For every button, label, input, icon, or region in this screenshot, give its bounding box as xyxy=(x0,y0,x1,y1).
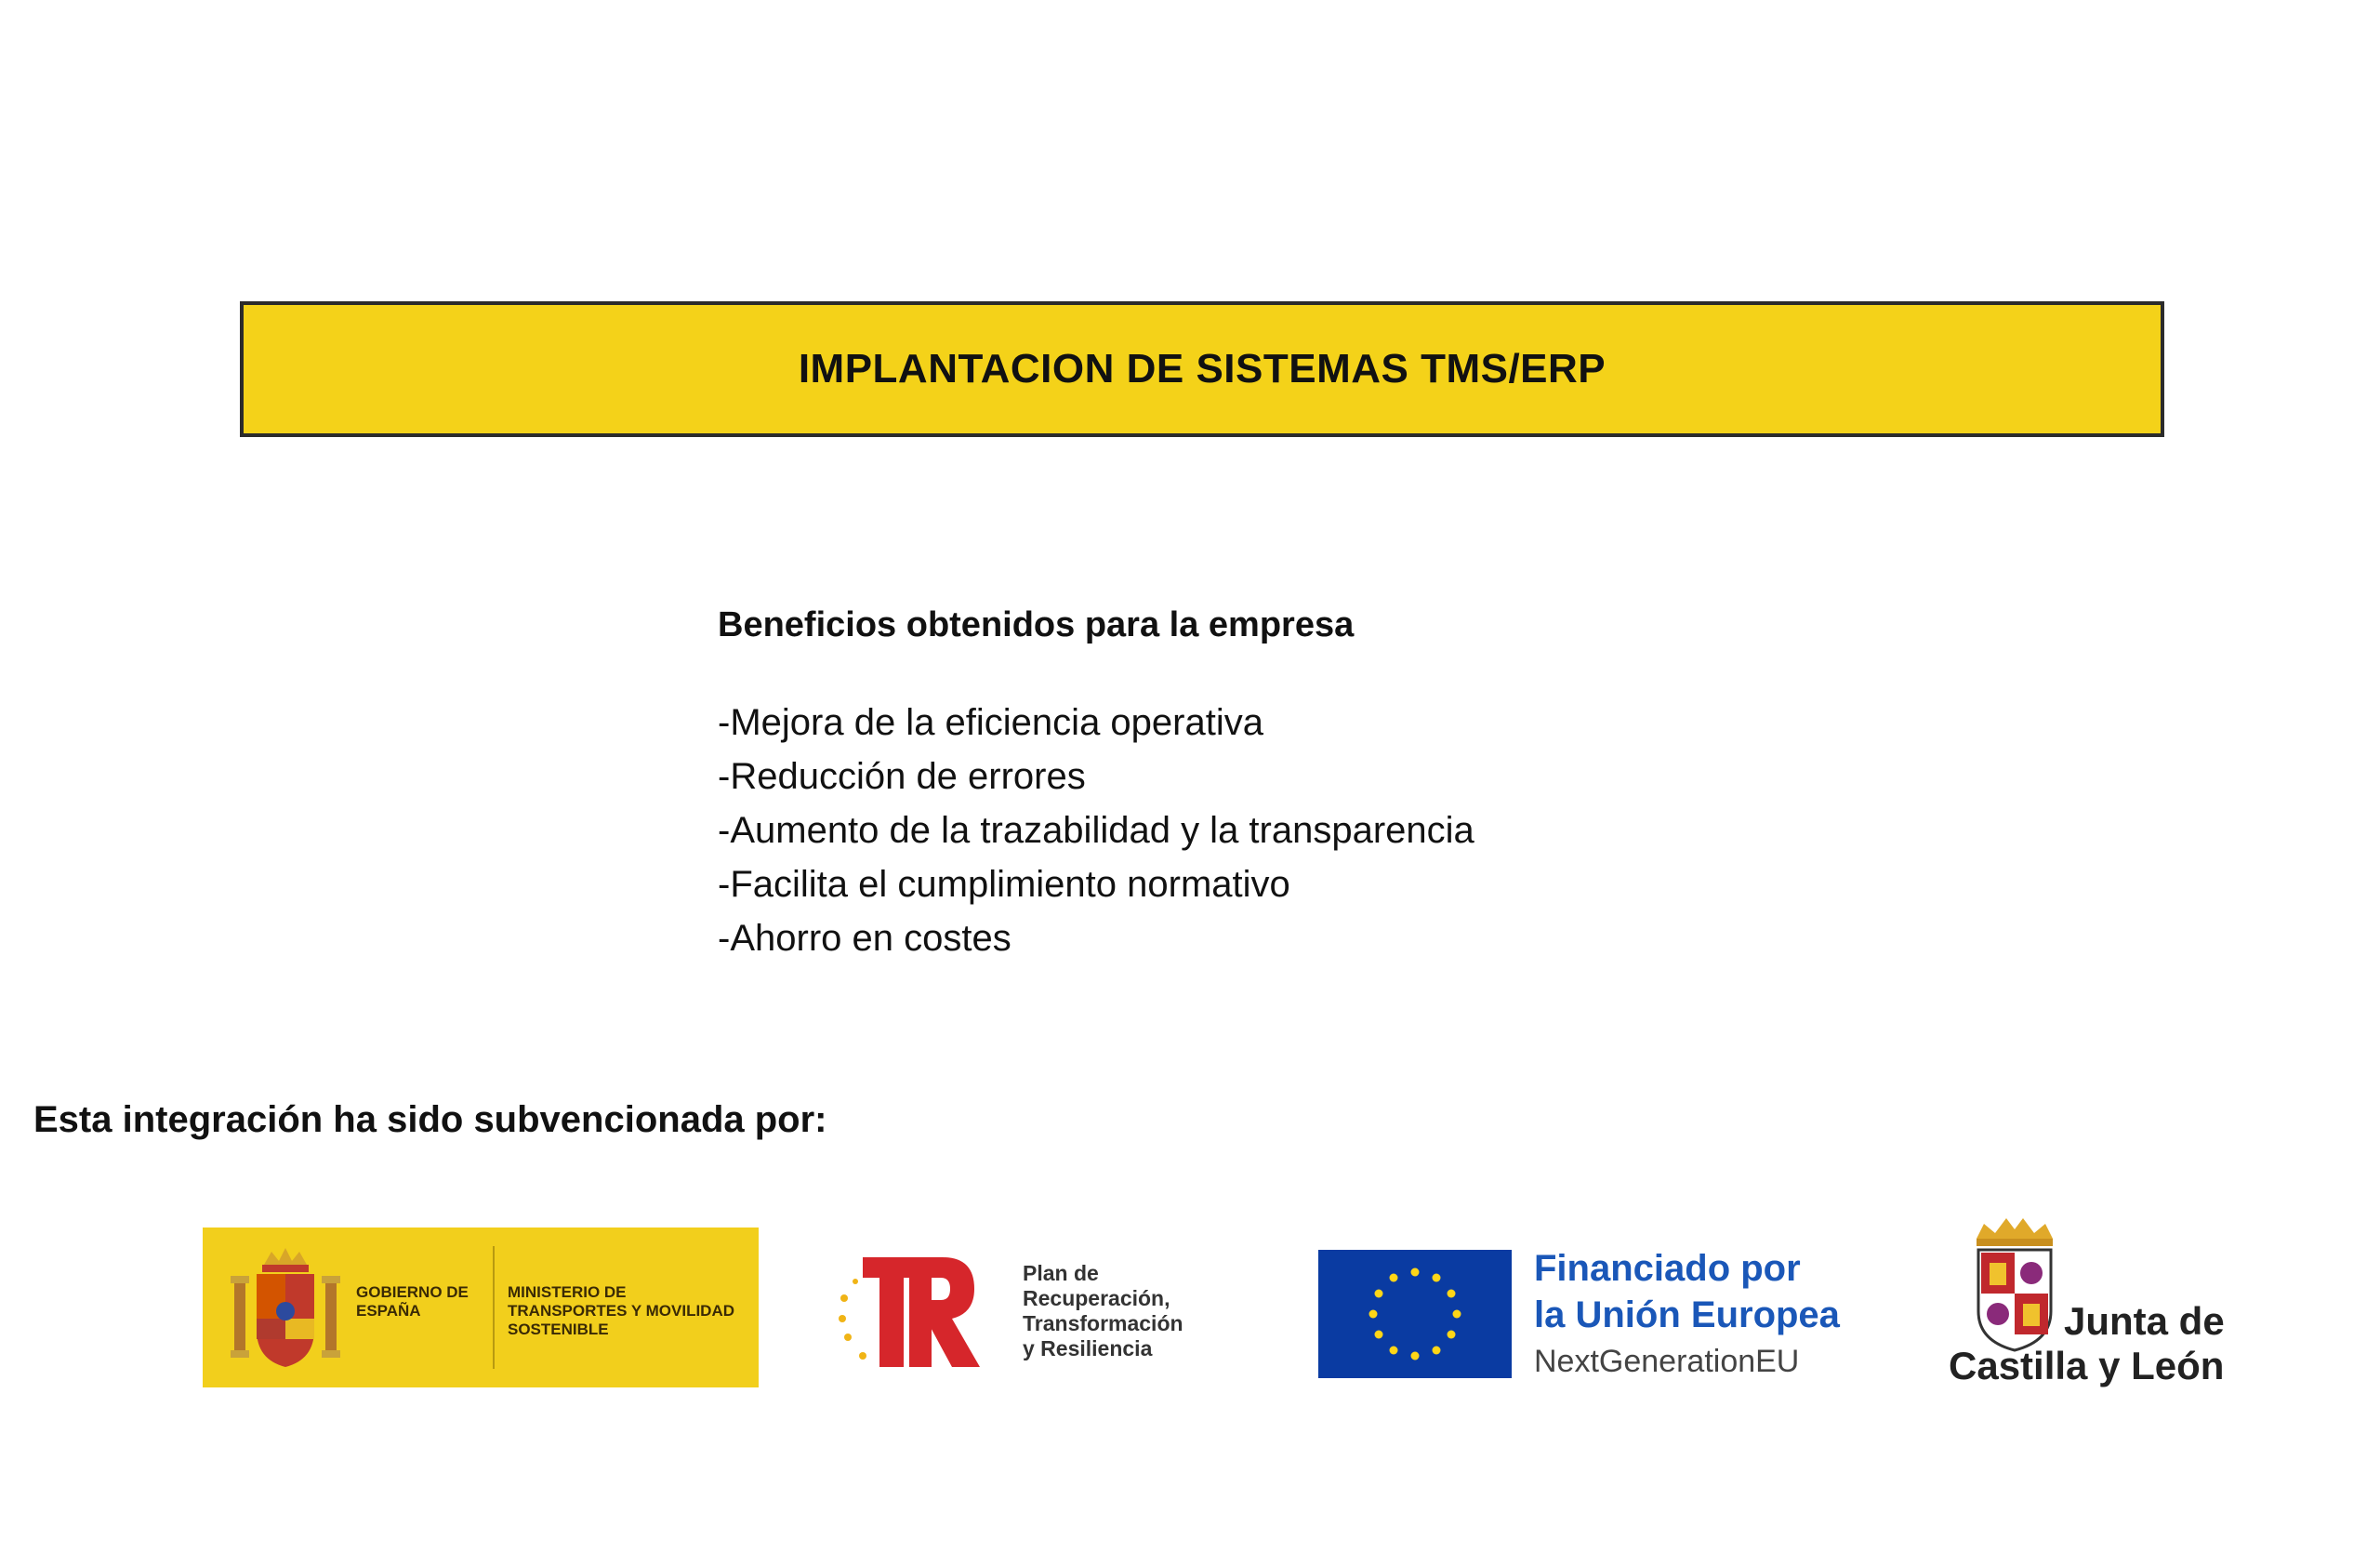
eu-flag-icon xyxy=(1318,1250,1512,1378)
benefit-item: -Reducción de errores xyxy=(718,756,1086,797)
benefit-item: -Facilita el cumplimiento normativo xyxy=(718,864,1290,905)
page-title: IMPLANTACION DE SISTEMAS TMS/ERP xyxy=(798,346,1606,392)
divider xyxy=(493,1246,495,1369)
eu-text-financiado: Financiado por xyxy=(1534,1248,1801,1289)
title-banner xyxy=(240,301,2164,437)
plan-line: Recuperación, xyxy=(1023,1286,1170,1310)
jcyl-text-castilla: Castilla y León xyxy=(1949,1344,2225,1387)
tr-mark-icon xyxy=(835,1252,984,1373)
gobierno-espana-logo xyxy=(203,1228,759,1387)
benefit-item: -Mejora de la eficiencia operativa xyxy=(718,702,1263,743)
plan-text xyxy=(1023,1261,1246,1361)
plan-line: Plan de xyxy=(1023,1261,1099,1285)
benefit-item: -Ahorro en costes xyxy=(718,918,1012,959)
spain-coat-of-arms-icon xyxy=(231,1244,340,1371)
plan-line: y Resiliencia xyxy=(1023,1336,1153,1360)
plan-recuperacion-logo xyxy=(835,1246,1244,1386)
subsidy-heading: Esta integración ha sido subvencionada por: xyxy=(33,1099,827,1140)
junta-castilla-leon-logo xyxy=(1949,1214,2255,1400)
benefits-heading: Beneficios obtenidos para la empresa xyxy=(718,605,1355,644)
eu-text-union: la Unión Europea xyxy=(1534,1294,1840,1335)
jcyl-text-junta: Junta de xyxy=(2064,1299,2225,1343)
eu-logo xyxy=(1318,1246,1876,1386)
castilla-leon-crest-icon xyxy=(1973,1214,2056,1354)
ministerio-text: MINISTERIO DE TRANSPORTES Y MOVILIDAD SOSTENIBLE xyxy=(508,1283,735,1338)
benefits-section xyxy=(718,603,1833,965)
gobierno-text: GOBIERNO DE ESPAÑA xyxy=(356,1283,469,1320)
benefit-item: -Aumento de la trazabilidad y la transparencia xyxy=(718,810,1474,851)
eu-stars-icon xyxy=(1318,1250,1512,1378)
plan-line: Transformación xyxy=(1023,1311,1183,1335)
eu-text-nextgen: NextGenerationEU xyxy=(1534,1344,1800,1379)
benefit-list xyxy=(718,696,1833,965)
